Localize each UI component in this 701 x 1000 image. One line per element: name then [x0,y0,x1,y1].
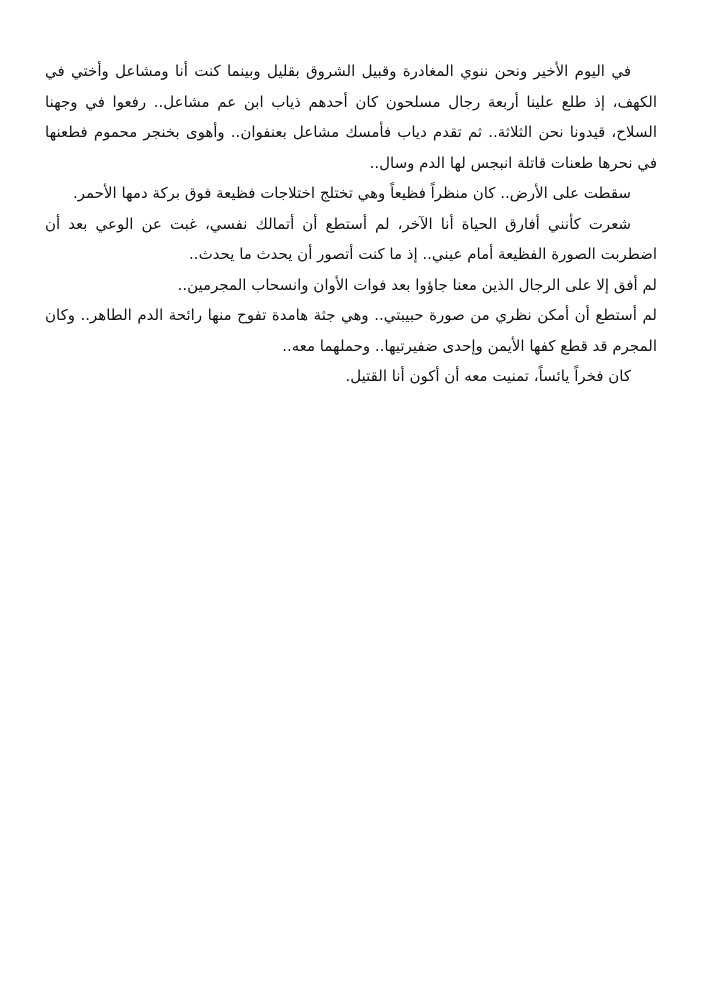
paragraph-awakening: لم أفق إلا على الرجال الذين معنا جاؤوا بعد فوات الأوان وانسحاب المجرمين.. [177,275,657,294]
paragraph-fall: سقطت على الأرض.. كان منظراً فظيعاً وهي تختلج اختلاجات فظيعة فوق بركة دمها الأحمر. [72,184,631,202]
story-text [45,56,657,392]
paragraph-closing: كان فخراً يائساً، تمنيت معه أن أكون أنا القتيل. [345,367,631,385]
paragraph-faint: شعرت كأنني أفارق الحياة أنا الآخر، لم أستطع أن أتمالك نفسي، غبت عن الوعي بعد أن اضطربت الصورة الفظيعة أمام عيني.. إذ ما كنت أتصور أن يحدث ما يحدث.. [45,214,657,263]
paragraph-attack: في اليوم الأخير ونحن ننوي المغادرة وقبيل الشروق بقليل وبينما كنت أنا ومشاعل وأختي في الكهف، إذ طلع علينا أربعة رجال مسلحون كان أحدهم ذياب ابن عم مشاعل.. رفعوا في وجهنا السلاح، قيدونا نحن الثلاثة.. ثم تقدم دياب فأمسك مشاعل بعنفوان.. وأهوى بخنجر محموم فطعنها في نحرها طعنات قاتلة انبجس لها الدم وسال.. [45,62,657,172]
paragraph-body: لم أستطع أن أمكن نظري من صورة حبيبتي.. وهي جثة هامدة تفوح منها رائحة الدم الطاهر.. وكان المجرم قد قطع كفها الأيمن وإحدى ضفيرتيها.. وحملهما معه.. [45,306,657,355]
